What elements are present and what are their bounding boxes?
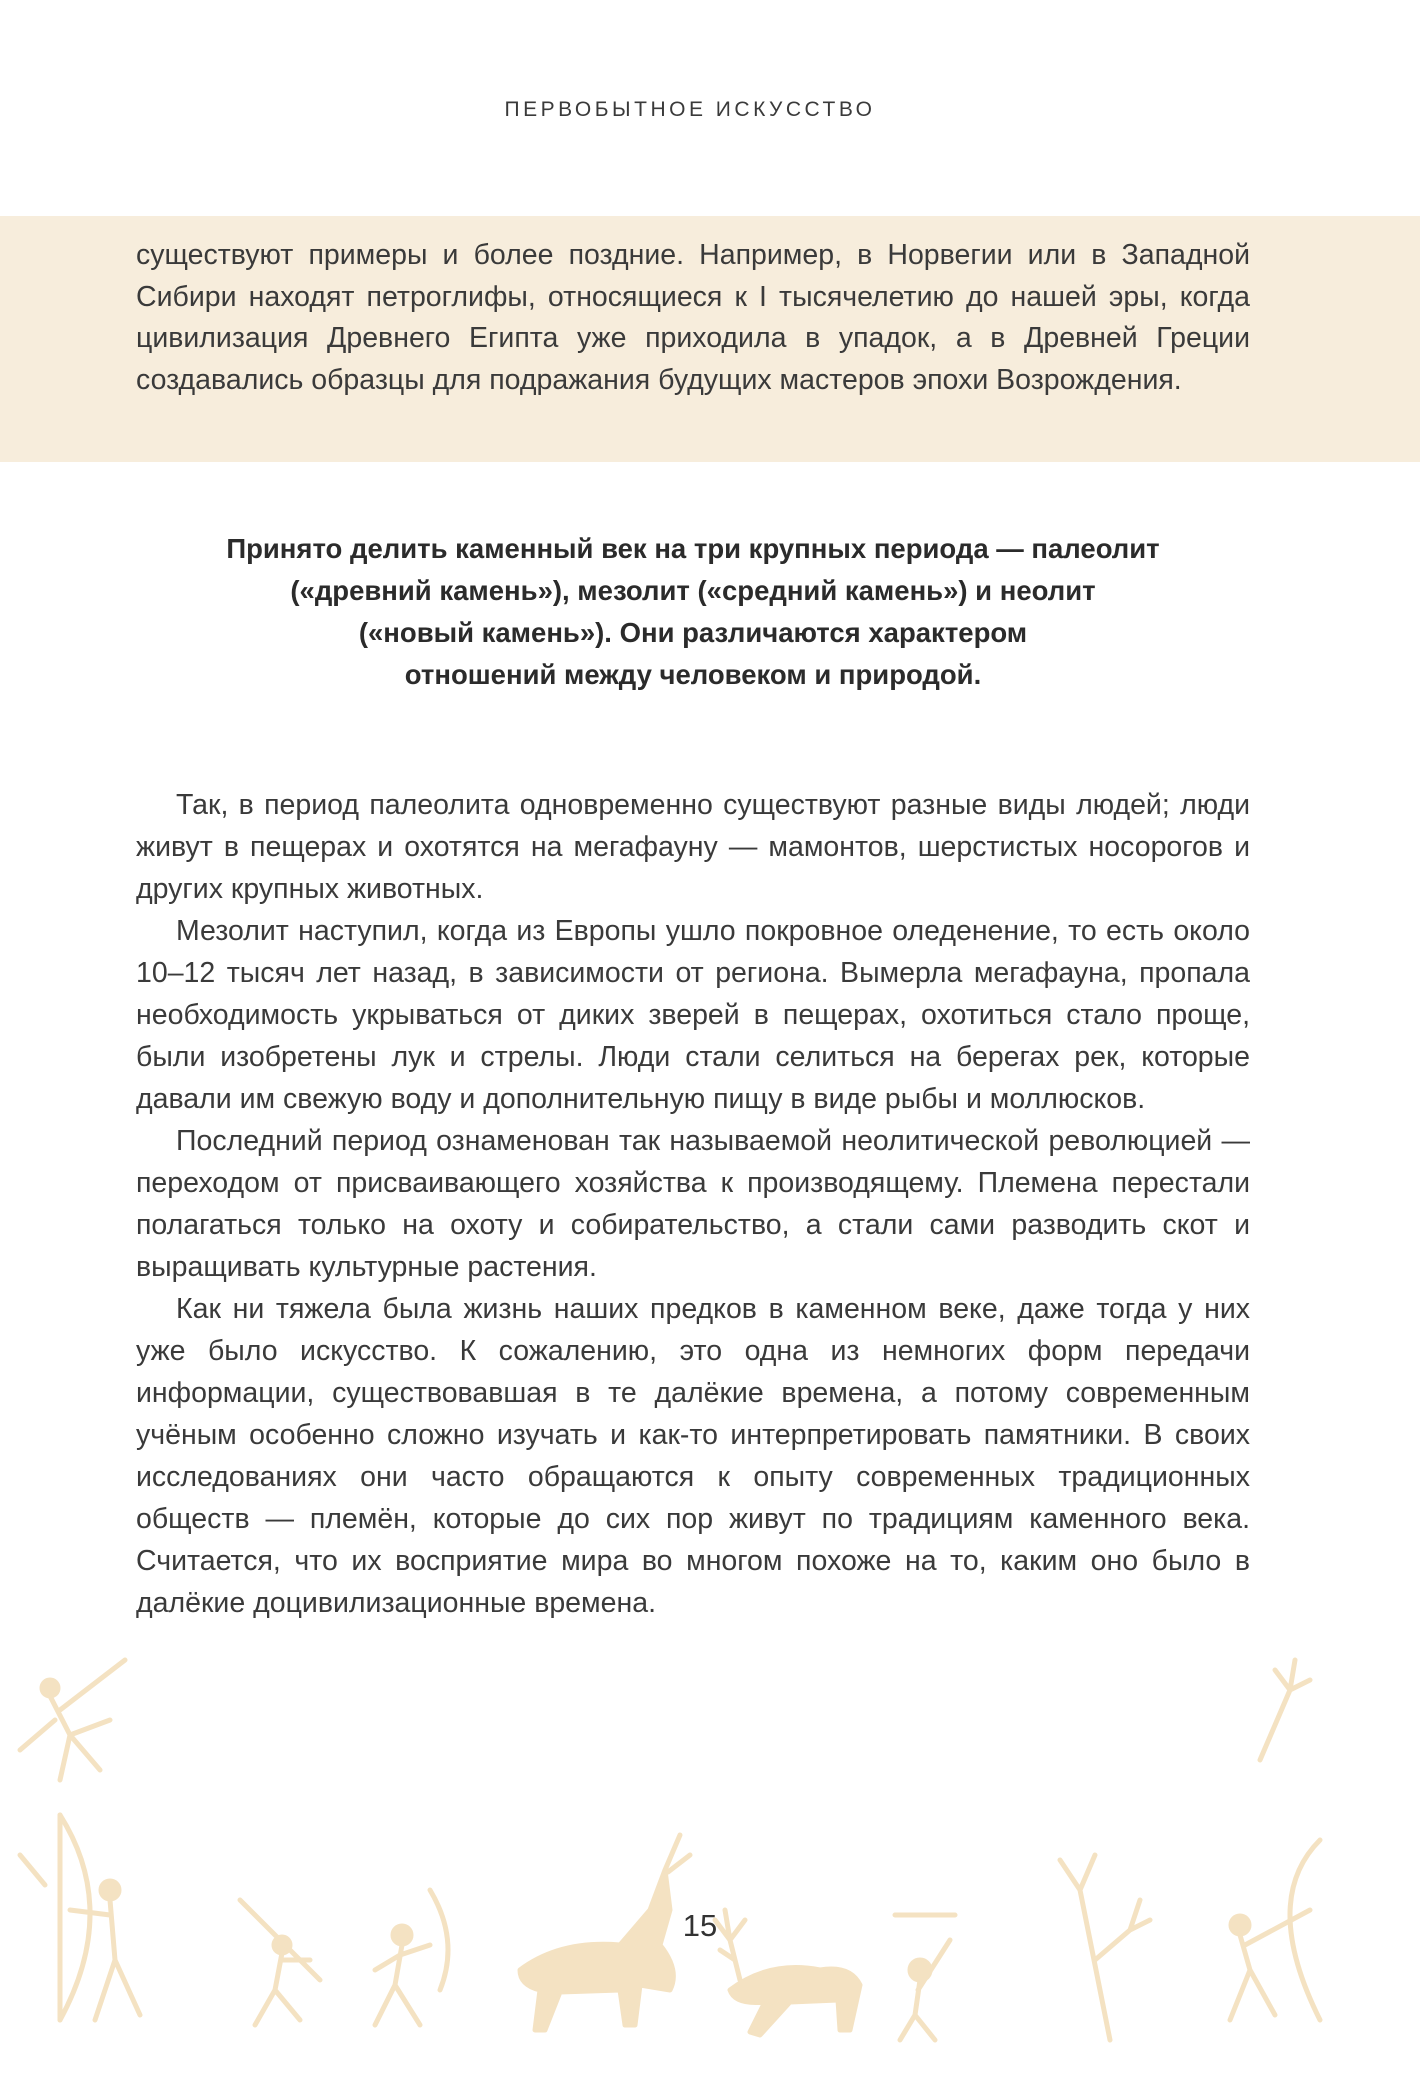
lead-line: («древний камень»), мезолит («средний камень») и неолит <box>290 575 1096 606</box>
body-paragraph: Так, в период палеолита одновременно существуют разные виды людей; люди живут в пещерах и охотятся на мегафауну — мамонтов, шерстистых носорогов и других крупных животных. <box>136 789 1250 905</box>
body-paragraph: Как ни тяжела была жизнь наших предков в каменном веке, даже тогда у них уже было искусство. К сожалению, это одна из немногих форм передачи информации, существовавшая в те далёкие времена, а потому современным учёным особенно сложно изучать и как-то интерпретировать памятники. В своих исследованиях они часто обращаются к опыту современных традиционных обществ — племён, которые до сих пор живут по традициям каменного века. Считается, что их восприятие мира во многом похоже на то, каким оно было в далёкие доцивилизационные времена. <box>136 1293 1250 1619</box>
lead-line: отношений между человеком и природой. <box>404 659 982 690</box>
body-text <box>136 784 1250 1624</box>
lead-callout <box>136 528 1250 696</box>
reclining-figure <box>20 1660 125 1780</box>
running-title: ПЕРВОБЫТНОЕ ИСКУССТВО <box>504 98 876 121</box>
lead-line: («новый камень»). Они различаются характером <box>358 617 1028 648</box>
tree-figure <box>1060 1660 1310 2040</box>
page-number: 15 <box>682 1908 718 1943</box>
rock-art-decoration <box>0 1640 1420 2083</box>
lead-line: Принято делить каменный век на три крупных периода — палеолит <box>226 533 1160 564</box>
body-paragraph: Мезолит наступил, когда из Европы ушло покровное оледенение, то есть около 10–12 тысяч лет назад, в зависимости от региона. Вымерла мегафауна, пропала необходимость укрываться от диких зверей в пещерах, охотиться стало проще, были изобретены лук и стрелы. Люди стали селиться на берегах рек, которые давали им свежую воду и дополнительную пищу в виде рыбы и моллюсков. <box>136 915 1250 1115</box>
band-paragraph: существуют примеры и более поздние. Например, в Норвегии или в Западной Сибири находят петроглифы, относящиеся к I тысячелетию до нашей эры, когда цивилизация Древнего Египта уже приходила в упадок, а в Древней Греции создавались образцы для подражания будущих мастеров эпохи Возрождения. <box>136 239 1250 396</box>
body-paragraph: Последний период ознаменован так называемой неолитической революцией — переходом от присваивающего хозяйства к производящему. Племена перестали полагаться только на охоту и собирательство, а стали сами разводить скот и выращивать культурные растения. <box>136 1125 1250 1283</box>
